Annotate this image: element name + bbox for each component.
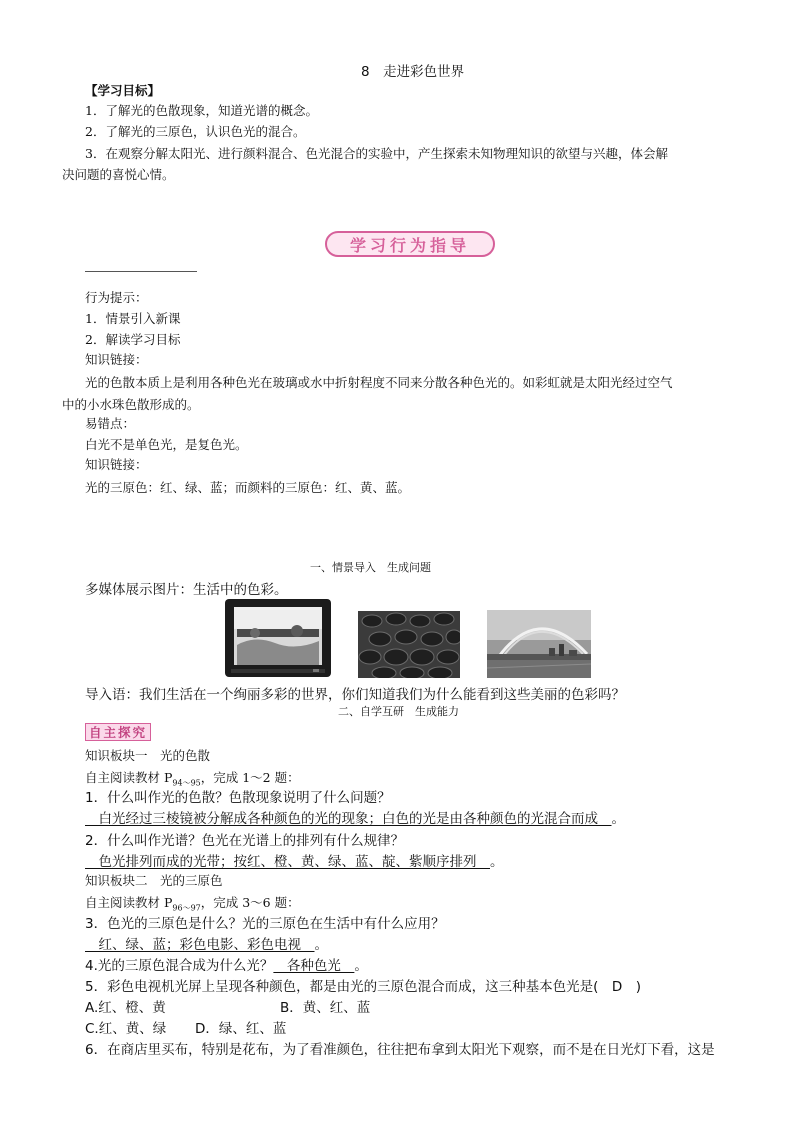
mistake-heading: 易错点： (85, 416, 136, 431)
answer-2: 色光排列而成的光带；按红、橙、黄、绿、蓝、靛、紫顺序排列 。 (85, 854, 504, 870)
question-3: 3．色光的三原色是什么？光的三原色在生活中有什么应用？ (85, 916, 445, 932)
question-2: 2．什么叫作光谱？色光在光谱上的排列有什么规律？ (85, 833, 405, 849)
question-4: 4.光的三原色混合成为什么光？ 各种色光 。 (85, 958, 368, 974)
block-1-title: 知识板块一 光的色散 (85, 748, 211, 763)
self-study-tag: 自主探究 (85, 723, 151, 741)
question-1: 1．什么叫作光的色散？色散现象说明了什么问题？ (85, 790, 391, 806)
knowledge-link-1-line2: 中的小水珠色散形成的。 (62, 397, 200, 412)
knowledge-link-1-line1: 光的色散本质上是利用各种色光在玻璃或水中折射程度不同来分散各种色光的。如彩虹就是太阳光经过空气 (85, 375, 673, 390)
section-1-heading: 一、情景导入 生成问题 (310, 561, 431, 574)
question-6: 6．在商店里买布，特别是花布，为了看准颜色，往往把布拿到太阳光下观察，而不是在日光灯下看，这是 (85, 1042, 715, 1058)
block-2-reading-instruction: 自主阅读教材 $P_{96\sim 97}$，完成 3～6 题： (85, 895, 300, 913)
answer-1: 白光经过三棱镜被分解成各种颜色的光的现象；白色的光是由各种颜色的光混合而成 。 (85, 811, 625, 827)
section-2-heading: 二、自学互研 生成能力 (338, 705, 459, 718)
goal-item-3-line2: 决问题的喜悦心情。 (62, 167, 175, 182)
goal-item-1: 1．了解光的色散现象，知道光谱的概念。 (85, 103, 318, 118)
block-1-reading-instruction: 自主阅读教材 $P_{94\sim 95}$，完成 1～2 题： (85, 770, 300, 788)
tv-photo (225, 599, 331, 677)
knowledge-link-heading-1: 知识链接： (85, 352, 148, 367)
question-5: 5．彩色电视机光屏上呈现各种颜色，都是由光的三原色混合而成，这三种基本色光是( D ) (85, 979, 642, 995)
intro-text: 导入语：我们生活在一个绚丽多彩的世界，你们知道我们为什么能看到这些美丽的色彩吗？ (85, 687, 625, 703)
q5-option-b: B．黄、红、蓝 (280, 1000, 371, 1016)
divider-line (85, 271, 197, 272)
goals-heading: 【学习目标】 (85, 83, 161, 98)
tips-heading: 行为提示： (85, 290, 148, 305)
rainbow-photo (487, 610, 591, 678)
section-banner: 学习行为指导 (325, 231, 495, 257)
q5-option-c: C.红、黄、绿 (85, 1021, 167, 1037)
multimedia-show-text: 多媒体展示图片：生活中的色彩。 (85, 582, 288, 598)
paint-photo (358, 611, 460, 678)
block-2-title: 知识板块二 光的三原色 (85, 873, 223, 888)
knowledge-link-heading-2: 知识链接： (85, 457, 148, 472)
mistake-text: 白光不是单色光，是复色光。 (85, 437, 248, 452)
page-title: 8 走进彩色世界 (361, 64, 465, 80)
answer-3: 红、绿、蓝；彩色电影、彩色电视 。 (85, 937, 328, 953)
goal-item-3-line1: 3．在观察分解太阳光、进行颜料混合、色光混合的实验中，产生探索未知物理知识的欲望与兴趣，体会解 (85, 146, 668, 161)
q5-option-a: A.红、橙、黄 (85, 1000, 166, 1016)
tip-item-2: 2．解读学习目标 (85, 332, 181, 347)
goal-item-2: 2．了解光的三原色，认识色光的混合。 (85, 124, 306, 139)
knowledge-link-2: 光的三原色：红、绿、蓝；而颜料的三原色：红、黄、蓝。 (85, 480, 411, 495)
tip-item-1: 1．情景引入新课 (85, 311, 181, 326)
q5-option-d: D．绿、红、蓝 (195, 1021, 287, 1037)
